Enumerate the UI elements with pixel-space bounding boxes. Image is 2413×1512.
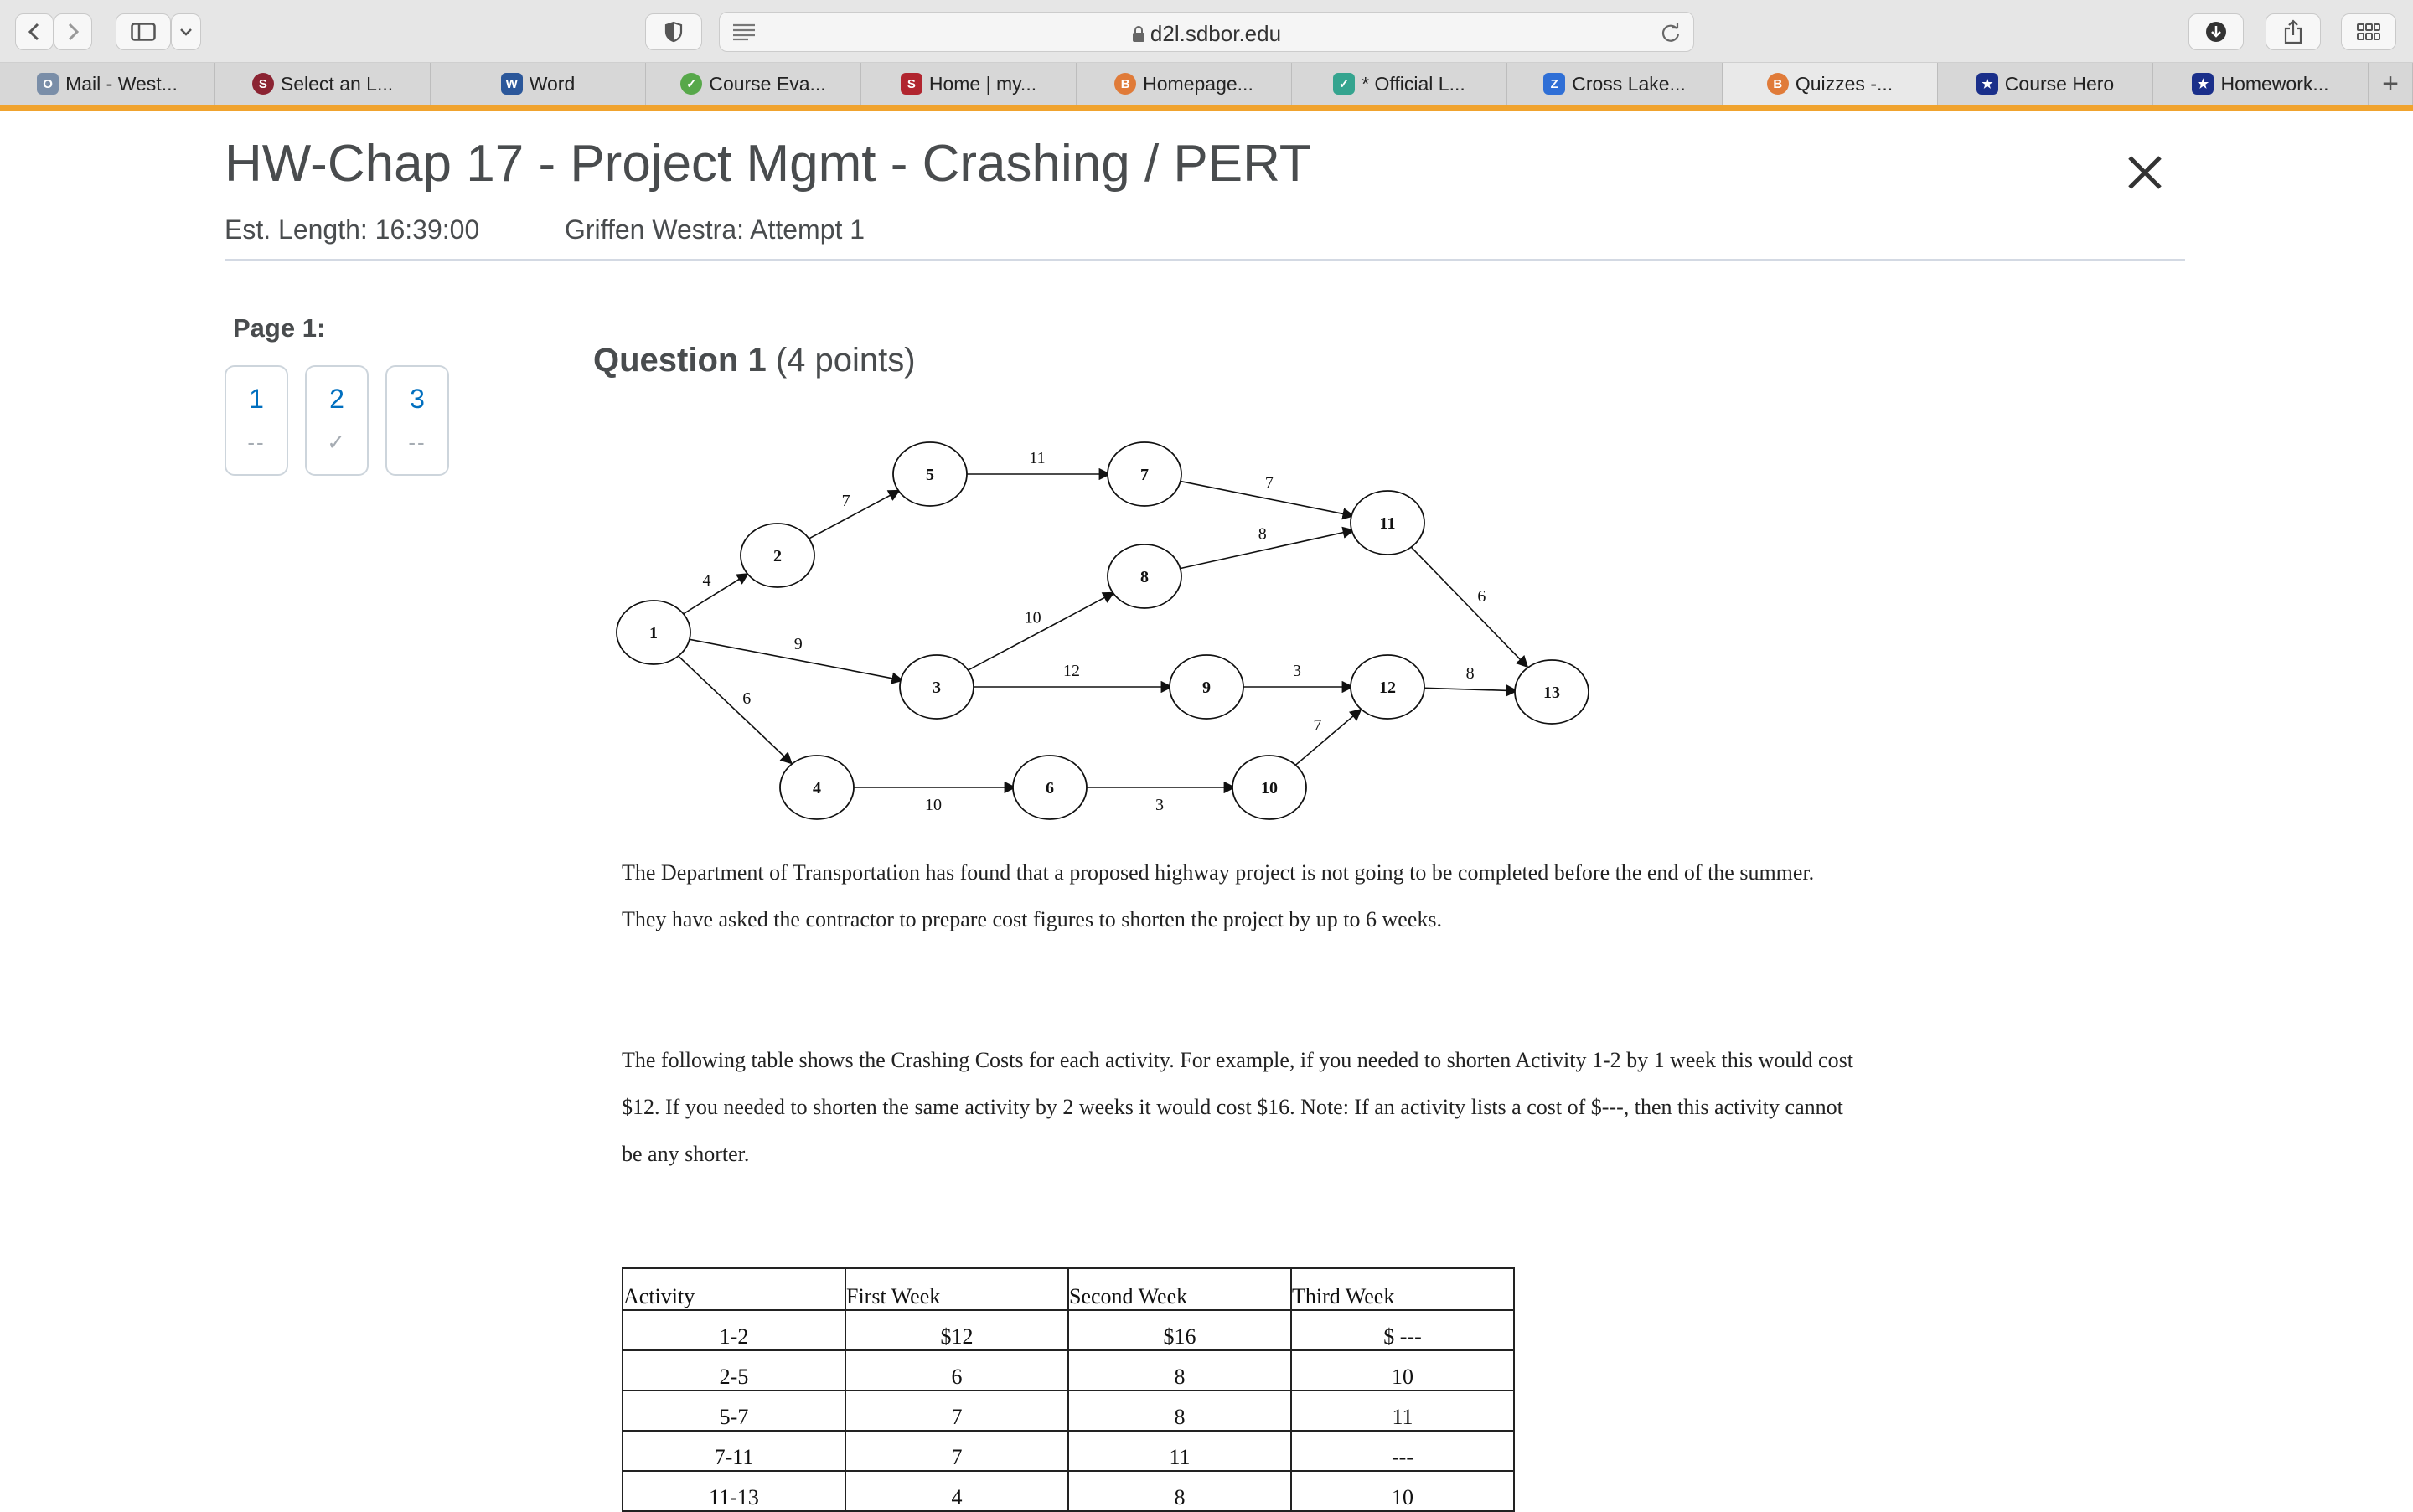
downloads-button[interactable] [2188, 13, 2244, 50]
tab-cross-lake[interactable] [1507, 63, 1723, 105]
node-label: 9 [1202, 679, 1211, 697]
tab-home[interactable] [861, 63, 1077, 105]
close-icon [2126, 154, 2163, 191]
table-row [623, 1471, 1514, 1511]
tab-label: Course Eva... [709, 72, 826, 95]
edge-weight-12-13: 8 [1465, 664, 1475, 684]
node-label: 4 [813, 779, 821, 797]
address-bar[interactable] [719, 12, 1694, 52]
node-5 [893, 442, 967, 506]
node-label: 8 [1140, 568, 1149, 586]
table-cell: 10 [1291, 1350, 1514, 1391]
edge-weight-1-4: 6 [742, 689, 752, 708]
table-row [623, 1391, 1514, 1431]
node-6 [1013, 756, 1087, 819]
table-cell: 8 [1068, 1350, 1291, 1391]
edge-weight-1-3: 9 [793, 634, 803, 653]
table-cell: 1-2 [623, 1310, 845, 1350]
table-header: Activity [623, 1268, 845, 1310]
header-divider [225, 259, 2185, 261]
table-cell: $16 [1068, 1310, 1291, 1350]
node-11 [1351, 491, 1424, 555]
edge-2-5 [807, 490, 900, 539]
node-1 [617, 601, 690, 664]
loading-accent-bar [0, 105, 2413, 111]
tab-course-eval[interactable] [646, 63, 861, 105]
share-icon [2283, 19, 2303, 44]
node-label: 11 [1379, 514, 1396, 533]
table-cell: $ --- [1291, 1310, 1514, 1350]
node-label: 10 [1261, 779, 1278, 797]
plus-icon: + [2382, 67, 2399, 100]
node-label: 13 [1543, 684, 1560, 702]
edge-weight-3-9: 12 [1063, 662, 1080, 680]
question-heading [593, 342, 916, 379]
tab-select[interactable] [215, 63, 431, 105]
node-7 [1108, 442, 1181, 506]
question-nav-1[interactable] [225, 365, 288, 476]
table-cell: 8 [1068, 1391, 1291, 1431]
tab-label: * Official L... [1362, 72, 1465, 95]
attempt-info: Griffen Westra: Attempt 1 [565, 214, 865, 245]
node-label: 7 [1140, 466, 1149, 484]
tab-overview-button[interactable] [2341, 13, 2396, 50]
node-label: 2 [773, 547, 782, 565]
table-cell: 6 [845, 1350, 1068, 1391]
b-icon: B [1767, 73, 1789, 95]
seal-icon: S [252, 73, 274, 95]
node-3 [900, 655, 974, 719]
table-cell: 2-5 [623, 1350, 845, 1391]
edge-weight-3-8: 10 [1024, 608, 1041, 627]
table-row [623, 1431, 1514, 1471]
node-label: 3 [933, 679, 941, 697]
tab-label: Select an L... [280, 72, 394, 95]
question-label: Question 1 [593, 342, 767, 379]
tab-label: Course Hero [2004, 72, 2115, 95]
node-label: 6 [1046, 779, 1054, 797]
page-label: Page 1: [233, 313, 326, 343]
table-cell: 11 [1291, 1391, 1514, 1431]
star-icon: ★ [1976, 73, 1998, 95]
node-9 [1170, 655, 1243, 719]
network-diagram [612, 427, 1600, 829]
back-button[interactable] [15, 13, 54, 50]
word-icon: W [501, 73, 523, 95]
table-cell: 7 [845, 1391, 1068, 1431]
tab-mail[interactable] [0, 63, 215, 105]
tab-label: Cross Lake... [1572, 72, 1686, 95]
node-8 [1108, 544, 1181, 608]
tab-official[interactable] [1292, 63, 1507, 105]
close-button[interactable] [2120, 149, 2170, 199]
tab-label: Homepage... [1143, 72, 1253, 95]
edge-weight-9-12: 3 [1293, 662, 1301, 680]
check-icon: ✓ [680, 73, 702, 95]
table-header-row [623, 1268, 1514, 1310]
browser-toolbar [0, 0, 2413, 63]
edge-weight-7-11: 7 [1264, 473, 1274, 493]
shield-icon [664, 21, 683, 43]
tab-label: Home | my... [928, 72, 1037, 95]
tab-group-dropdown[interactable] [171, 13, 201, 50]
tab-homework[interactable] [2153, 63, 2369, 105]
table-cell: --- [1291, 1431, 1514, 1471]
node-label: 1 [649, 624, 658, 642]
edge-1-2 [682, 573, 749, 615]
edge-weight-5-7: 11 [1029, 449, 1046, 467]
edge-weight-4-6: 10 [925, 796, 942, 814]
edge-12-13 [1421, 688, 1518, 691]
question-nav-2[interactable] [305, 365, 369, 476]
reload-icon[interactable] [1660, 22, 1682, 44]
chevron-left-icon [26, 22, 43, 42]
edge-weight-8-11: 8 [1258, 524, 1267, 544]
question-status: -- [247, 430, 266, 455]
node-4 [780, 756, 854, 819]
table-row [623, 1350, 1514, 1391]
edge-weight-6-10: 3 [1155, 796, 1164, 814]
download-icon [2204, 20, 2228, 44]
node-label: 5 [926, 466, 934, 484]
table-cell: 7 [845, 1431, 1068, 1471]
table-cell: 10 [1291, 1471, 1514, 1511]
b-icon: B [1114, 73, 1136, 95]
edge-3-8 [966, 592, 1114, 671]
table-header: Third Week [1291, 1268, 1514, 1310]
edge-1-4 [678, 656, 793, 765]
question-number: 2 [329, 384, 344, 414]
lock-icon [1132, 26, 1145, 43]
node-12 [1351, 655, 1424, 719]
question-paragraph-1: The Department of Transportation has found that a proposed highway project is not going to be completed before the end of the summer. They have asked the contractor to prepare cost figures to shorten the project by up to 6 weeks. [622, 860, 1815, 931]
question-status: -- [408, 430, 426, 455]
tab-label: Quizzes -... [1795, 72, 1894, 95]
share-button[interactable] [2266, 13, 2321, 50]
sidebar-icon [131, 22, 156, 42]
privacy-report-button[interactable] [645, 13, 702, 50]
tab-homepage[interactable] [1077, 63, 1292, 105]
forward-button[interactable] [54, 13, 92, 50]
sidebar-toggle-button[interactable] [116, 13, 171, 50]
chevron-right-icon [65, 22, 81, 42]
question-points: (4 points) [775, 342, 916, 379]
outlook-icon: O [37, 73, 59, 95]
tab-bar [0, 63, 2413, 105]
page-title: HW-Chap 17 - Project Mgmt - Crashing / PERT [225, 135, 1311, 193]
question-number: 3 [410, 384, 425, 414]
node-10 [1232, 756, 1306, 819]
edge-weight-2-5: 7 [841, 491, 850, 510]
crashing-cost-table [622, 1267, 1515, 1512]
node-label: 12 [1379, 679, 1396, 697]
table-cell: $12 [845, 1310, 1068, 1350]
node-2 [741, 524, 814, 587]
table-cell: 11 [1068, 1431, 1291, 1471]
new-tab-button[interactable] [2369, 63, 2413, 105]
question-paragraph-2: The following table shows the Crashing Costs for each activity. For example, if you needed to shorten Activity 1-2 by 1 week this would cost $12. If you needed to shorten the same activity by 2 weeks it would cost $16. Note: If an activity lists a cost of $---, then this activity cannot be any shorter. [622, 1048, 1853, 1166]
tab-label: Mail - West... [65, 72, 178, 95]
edge-weight-11-13: 6 [1477, 587, 1486, 606]
table-cell: 7-11 [623, 1431, 845, 1471]
chevron-down-icon [179, 27, 193, 37]
table-cell: 11-13 [623, 1471, 845, 1511]
table-header: First Week [845, 1268, 1068, 1310]
edge-10-12 [1294, 709, 1362, 766]
shield-check-icon: ✓ [1333, 73, 1355, 95]
tab-quizzes[interactable] [1723, 63, 1938, 105]
edge-11-13 [1411, 547, 1528, 668]
table-cell: 4 [845, 1471, 1068, 1511]
table-row [623, 1310, 1514, 1350]
table-cell: 5-7 [623, 1391, 845, 1431]
url-label: d2l.sdbor.edu [1150, 21, 1282, 46]
s-icon: S [901, 73, 922, 95]
tab-label: Word [529, 72, 576, 95]
edge-weight-10-12: 7 [1313, 715, 1322, 735]
edge-weight-1-2: 4 [702, 571, 711, 591]
question-status-check: ✓ [327, 430, 347, 455]
table-header: Second Week [1068, 1268, 1291, 1310]
est-length: Est. Length: 16:39:00 [225, 214, 480, 245]
grid-icon [2357, 23, 2380, 40]
tab-word[interactable] [431, 63, 646, 105]
z-icon: Z [1543, 73, 1565, 95]
question-number: 1 [249, 384, 264, 414]
url-text [720, 21, 1693, 47]
question-nav-3[interactable] [385, 365, 449, 476]
star-icon: ★ [2192, 73, 2214, 95]
tab-label: Homework... [2220, 72, 2329, 95]
table-cell: 8 [1068, 1471, 1291, 1511]
tab-course-hero[interactable] [1938, 63, 2153, 105]
node-13 [1515, 660, 1589, 724]
